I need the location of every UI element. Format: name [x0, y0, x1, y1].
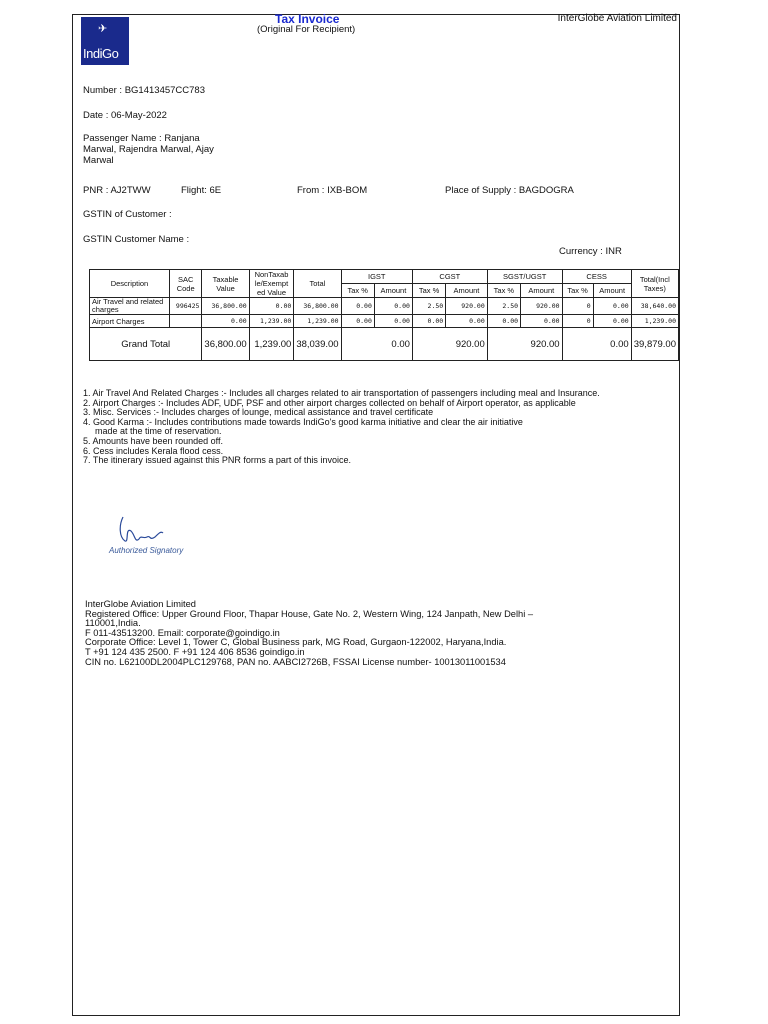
grand-total-label: Grand Total — [90, 328, 202, 361]
indigo-logo — [81, 17, 129, 65]
row-igst-amt: 0.00 — [374, 315, 412, 328]
note-item: 4. Good Karma :- Includes contributions made towards IndiGo's good karma initiative and clear the air initiative — [83, 416, 523, 427]
note-item: 6. Cess includes Kerala flood cess. — [83, 445, 224, 456]
row-cgst-amt: 0.00 — [446, 315, 488, 328]
invoice-subtitle: (Original For Recipient) — [257, 24, 356, 35]
airplane-icon: ✈ — [98, 23, 108, 35]
note-item: made at the time of reservation. — [95, 426, 222, 437]
row-cgst-pct: 2.50 — [412, 298, 445, 315]
header-total-incl: Total(Incl Taxes) — [631, 270, 678, 298]
igst-amount: Amount — [374, 284, 412, 298]
footer-line: 110001,India. — [85, 618, 141, 629]
row-cgst-amt: 920.00 — [446, 298, 488, 315]
row-description: Airport Charges — [90, 315, 170, 328]
row-total: 36,800.00 — [294, 298, 341, 315]
currency: Currency : INR — [559, 246, 622, 257]
grand-total-nontaxable: 1,239.00 — [249, 328, 294, 361]
invoice-title: Tax Invoice — [275, 12, 340, 26]
row-nontaxable: 1,239.00 — [249, 315, 294, 328]
grand-total-cess: 0.00 — [562, 328, 631, 361]
row-description: Air Travel and related charges — [90, 298, 170, 315]
passenger-name-2: Marwal, Rajendra Marwal, Ajay — [83, 144, 214, 155]
note-item: 2. Airport Charges :- Includes ADF, UDF, PSF and other airport charges collected on behalf of Airport operator, as applicable — [83, 397, 576, 408]
footer-line: Corporate Office: Level 1, Tower C, Global Business park, MG Road, Gurgaon-122002, Haryana,India. — [85, 637, 507, 648]
row-nontaxable: 0.00 — [249, 298, 294, 315]
header-igst: IGST — [341, 270, 412, 284]
row-sac: 996425 — [169, 298, 201, 315]
row-igst-amt: 0.00 — [374, 298, 412, 315]
header-description: Description — [90, 270, 170, 298]
cess-tax-pct: Tax % — [562, 284, 593, 298]
cgst-tax-pct: Tax % — [412, 284, 445, 298]
grand-total-taxable: 36,800.00 — [202, 328, 249, 361]
header-cess: CESS — [562, 270, 631, 284]
notes-list — [83, 389, 600, 466]
header-cgst: CGST — [412, 270, 487, 284]
row-sac — [169, 315, 201, 328]
row-total: 1,239.00 — [294, 315, 341, 328]
gstin-customer-name: GSTIN Customer Name : — [83, 234, 190, 245]
invoice-number: Number : BG1413457CC783 — [83, 85, 205, 96]
row-igst-pct: 0.00 — [341, 315, 374, 328]
note-item: 5. Amounts have been rounded off. — [83, 435, 223, 446]
row-taxable: 36,800.00 — [202, 298, 249, 315]
header-taxable: Taxable Value — [202, 270, 249, 298]
row-cess-amt: 0.00 — [593, 298, 631, 315]
grand-total-total: 38,039.00 — [294, 328, 341, 361]
grand-total-row — [90, 328, 679, 361]
note-item: 1. Air Travel And Related Charges :- Includes all charges related to air transportation of passengers including meal and Insurance. — [83, 388, 600, 398]
footer-line: F 011-43513200. Email: corporate@goindigo.in — [85, 627, 280, 638]
logo-text: IndiGo — [83, 46, 119, 61]
row-total-incl: 38,640.00 — [631, 298, 678, 315]
charges-table — [89, 269, 679, 361]
row-cess-pct: 0 — [562, 315, 593, 328]
flight: Flight: 6E — [181, 185, 222, 196]
header-sgst: SGST/UGST — [487, 270, 562, 284]
header-sac: SAC Code — [169, 270, 201, 298]
note-item: 3. Misc. Services :- Includes charges of lounge, medical assistance and travel certificate — [83, 407, 434, 418]
footer-line: InterGlobe Aviation Limited — [85, 599, 196, 609]
row-sgst-amt: 0.00 — [521, 315, 563, 328]
grand-total-cgst: 920.00 — [412, 328, 487, 361]
invoice-page — [72, 14, 680, 1016]
gstin-customer: GSTIN of Customer : — [83, 209, 172, 220]
company-footer — [85, 600, 533, 667]
header-nontaxable: NonTaxab le/Exempt ed Value — [249, 270, 294, 298]
grand-total-incl: 39,879.00 — [631, 328, 678, 361]
igst-tax-pct: Tax % — [341, 284, 374, 298]
place-of-supply: Place of Supply : BAGDOGRA — [445, 185, 574, 196]
pnr: PNR : AJ2TWW — [83, 185, 151, 196]
row-sgst-amt: 920.00 — [521, 298, 563, 315]
row-igst-pct: 0.00 — [341, 298, 374, 315]
footer-line: T +91 124 435 2500. F +91 124 406 8536 goindigo.in — [85, 646, 305, 657]
row-sgst-pct: 2.50 — [487, 298, 520, 315]
route: From : IXB-BOM — [297, 185, 368, 196]
passenger-name-3: Marwal — [83, 155, 114, 166]
row-cess-amt: 0.00 — [593, 315, 631, 328]
authorized-signatory-label: Authorized Signatory — [109, 546, 184, 555]
cgst-amount: Amount — [446, 284, 488, 298]
company-name-header: InterGlobe Aviation Limited — [557, 13, 677, 24]
row-taxable: 0.00 — [202, 315, 249, 328]
note-item: 7. The itinerary issued against this PNR forms a part of this invoice. — [83, 455, 351, 466]
invoice-date: Date : 06-May-2022 — [83, 110, 167, 121]
sgst-amount: Amount — [521, 284, 563, 298]
signature-image — [109, 513, 169, 547]
row-cgst-pct: 0.00 — [412, 315, 445, 328]
row-sgst-pct: 0.00 — [487, 315, 520, 328]
grand-total-igst: 0.00 — [341, 328, 412, 361]
table-row — [90, 298, 679, 315]
row-total-incl: 1,239.00 — [631, 315, 678, 328]
header-total: Total — [294, 270, 341, 298]
footer-line: Registered Office: Upper Ground Floor, Thapar House, Gate No. 2, Western Wing, 124 Janpath, New Delhi – — [85, 608, 534, 619]
row-cess-pct: 0 — [562, 298, 593, 315]
sgst-tax-pct: Tax % — [487, 284, 520, 298]
table-row — [90, 315, 679, 328]
cess-amount: Amount — [593, 284, 631, 298]
passenger-name-1: Passenger Name : Ranjana — [83, 133, 200, 144]
footer-line: CIN no. L62100DL2004PLC129768, PAN no. AABCI2726B, FSSAI License number- 10013011001534 — [85, 656, 506, 667]
grand-total-sgst: 920.00 — [487, 328, 562, 361]
